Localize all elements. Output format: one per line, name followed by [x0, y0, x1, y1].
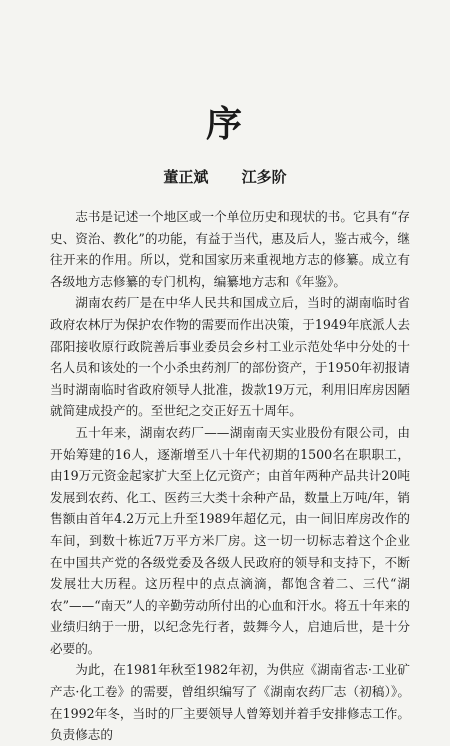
author-line — [0, 166, 450, 187]
author-name: 江多阶 — [241, 168, 287, 186]
page-title: 序 — [205, 103, 244, 145]
author-name: 董正斌 — [163, 168, 209, 186]
paragraph: 志书是记述一个地区或一个单位历史和现状的书。它具有“存史、资治、教化”的功能，有益于当代，惠及后人，鉴古戒今，继往开来的作用。所以，党和国家历来重视地方志的修纂。成立有各级地方志修纂的专门机构，编纂地方志和《年鉴》。 — [50, 209, 410, 289]
paragraph: 为此，在1981年秋至1982年初，为供应《湖南省志·工业矿产志·化工卷》的需要，曾组织编写了《湖南农药厂志（初稿）》。在1992年冬，当时的厂主要领导人曾筹划并着手安排修志工作。负责修志的 — [50, 662, 410, 743]
body-text — [50, 206, 410, 746]
paragraph: 五十年来，湖南农药厂——湖南南天实业股份有限公司，由开始筹建的16人，逐渐增至八十年代初期的1500名在职职工，由19万元资金起家扩大至上亿元资产；由首年两种产品共计20吨发展到农药、化工、医药三大类十余种产品，数量上万吨/年，销售额由首年4.2万元上升至1989年超亿元，由一间旧库房改作的车间，到数十栋近7万平方米厂房。这一切一切标志着这个企业在中国共产党的各级党委及各级人民政府的领导和支持下，不断发展壮大历程。这历程中的点点滴滴，都饱含着二、三代“湖农”——“南天”人的辛勤劳动所付出的心血和汗水。将五十年来的业绩归纳于一册，以纪念先行者，鼓舞今人，启迪后世，是十分必要的。 — [50, 424, 410, 656]
paragraph: 湖南农药厂是在中华人民共和国成立后，当时的湖南临时省政府农林厅为保护农作物的需要而作出决策，于1949年底派人去邵阳接收原行政院善后事业委员会乡村工业示范处华中分处的十名人员和该处的一个小杀虫药剂厂的部份资产，于1950年初报请当时湖南临时省政府领导人批准，拨款19万元，利用旧库房因陋就简建成投产的。至世纪之交正好五十周年。 — [50, 295, 410, 419]
